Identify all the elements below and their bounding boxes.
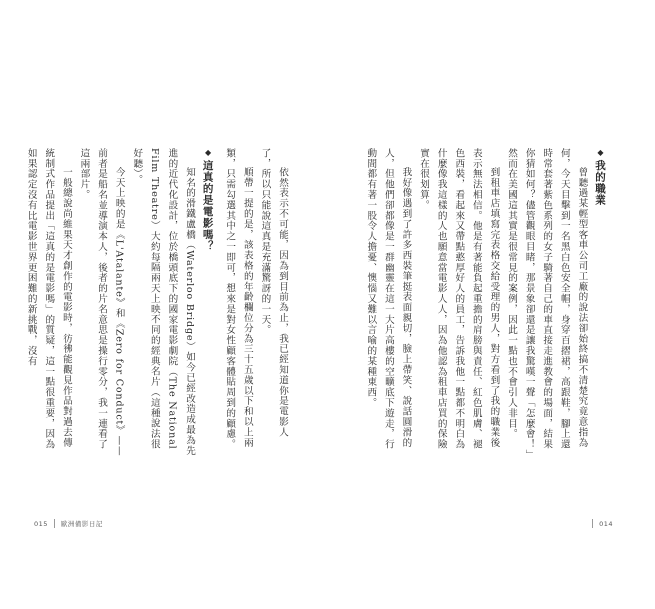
paragraph: 依然表示不可能，因為到目前為止，我已經知道你是電影人了，所以只能說這真是充滿驚訝的一天。 <box>259 148 288 438</box>
section-heading-text: 我的職業 <box>594 160 606 206</box>
running-title: 歐洲備影日記 <box>60 520 103 528</box>
page-number: 014 <box>599 519 613 528</box>
footer-divider <box>592 519 593 528</box>
diamond-bullet-icon: ◆ <box>203 148 213 158</box>
left-page <box>0 0 327 609</box>
paragraph: 一般總說尚維果天才創作的電影時，彷彿能觀見作品對過去傳統制式作品提出「這真的是電影嗎」的質疑，這一點很重要，因為如果認定沒有比電影世界更困難的新挑戰，沒有 <box>25 148 72 450</box>
footer-divider <box>54 519 55 528</box>
section-heading-text: 這真的是電影嗎？ <box>201 160 214 252</box>
paragraph: 今天上映的是《L'Atalante》和《Zero for Conduct》——前者是船名並導演本人，後者的片名意思是操行零分，我一連看了這兩部片。 <box>78 148 125 457</box>
diamond-bullet-icon: ◆ <box>596 148 605 158</box>
paragraph: 到租車店填寫完表格交給受理的男人，對方看到了我的職業後表示無法相信。他是有著能負起重擔的肩膀與責任、紅色肌膚、褪色西裝，看起來又帶點憨厚好人的員工，告訴我他一點都不明白為什麼像我這樣的人也願意當電影人人，因為他認為租車店買的保險實在很划算。 <box>418 148 500 450</box>
paragraph: 我好像遇到了許多西裝筆挺表面親切，臉上帶笑、說話圓滑的人，但他們卻都像是一群幽靈在這一大片高樓的空曠底下遊走，行動間都有著一股令人擔憂、懊惱又難以言喻的某種東西。 <box>365 148 412 450</box>
right-page-footer <box>586 519 613 528</box>
section-heading <box>198 148 217 458</box>
right-page <box>328 0 655 609</box>
page-number: 015 <box>34 519 48 528</box>
paragraph: 知名的滑鐵盧橋（Waterloo Bridge）如今已經改造成最為先進的近代化設計，位於橋頭底下的國家電影劇院（The National Film Theatre）大約每隔兩天上映不同的經典名片（這種說法很好聽）。 <box>131 148 196 456</box>
section-heading <box>590 148 609 458</box>
right-page-text-column <box>361 148 613 458</box>
left-page-text-column <box>25 148 291 458</box>
paragraph: 順帶一提的是，該表格的年齡欄位分為三十五歲以下和以上兩類，只需勾選其中之一即可，想來是對女性顧客體貼周到的顧慮。 <box>224 148 253 450</box>
paragraph: 曾聽過某輕型客車公司工廠的說法卻始終搞不清楚究竟意指為何，今天目擊到一名黑白色安全帽，身穿百摺裙，高跟鞋，腳上還時常套著紫色系列的女子騎著自己的車直接走進教會的場面，結果你猜如何？儘管觀眼目睹，那景象卻還是讓我驚嘆一聲「怎麼會！」然而在美國這其實是很常見的案例，因此一點也不會引人非目。 <box>506 148 588 456</box>
left-page-footer <box>34 519 103 528</box>
